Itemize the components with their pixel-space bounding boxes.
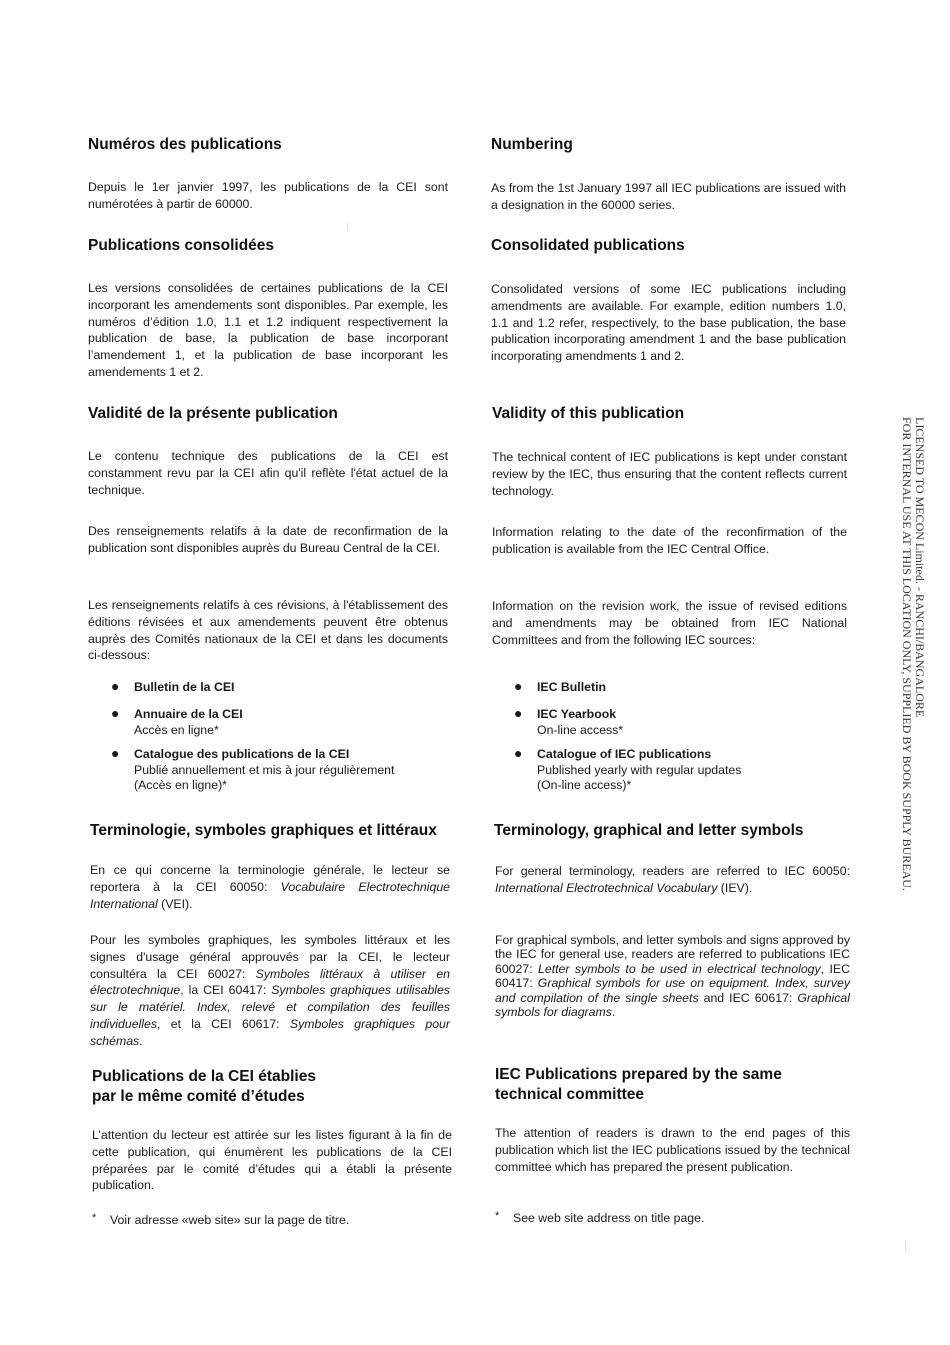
scan-mark [905,1240,906,1252]
en-terminology-heading: Terminology, graphical and letter symbols [494,822,804,839]
en-validity-p2: Information relating to the date of the reconfirmation of the publication is available from the IEC Central Office. [492,525,847,556]
bullet-line: (On-line access)* [537,778,632,792]
fr-validity-p1: Le contenu technique des publications de la CEI est constamment revu par la CEI afin qu'il reflète l'état actuel de la technique. [88,449,448,497]
bullet-icon: ● [111,705,120,721]
fr-committee-heading: Publications de la CEI établies par le même comité d’études [92,1068,316,1105]
bullet-line: Published yearly with regular updates [537,762,742,777]
fr-numbering-text: Depuis le 1er janvier 1997, les publications de la CEI sont numérotées à partir de 60000. [88,180,448,211]
bullet-title: Catalogue of IEC publications [537,747,712,761]
fr-numbering-heading: Numéros des publications [88,136,282,153]
fr-terminology-heading: Terminologie, symboles graphiques et littéraux [90,822,437,839]
en-consolidated-text: Consolidated versions of some IEC publications including amendments are available. For example, edition numbers 1.0, 1.1 and 1.2 refer, respectively, to the base publication, the base publication incorporating amendment 1 and the base publication incorporating amendments 1 and 2. [491,282,846,364]
fr-consolidated-heading: Publications consolidées [88,237,275,254]
en-committee-heading: IEC Publications prepared by the same technical committee [495,1066,782,1103]
en-consolidated-heading: Consolidated publications [491,237,685,254]
document-page: Numéros des publications Depuis le 1er janvier 1997, les publications de la CEI sont numérotées à partir de 60000. Publications consolidées Les versions consolidées de certaines publications de la CEI incorporant les amendements sont disponibles. Par exemple, les numéros d’édition 1.0, 1.1 et 1.2 indiquent respectivement la publication de base, la publication de base incorporant l’amendement 1, et la publication de base incorporant les amendements 1 et 2. Validité de la présente publication Le contenu technique des publications de la CEI est constamment revu par la CEI afin qu'il reflète l'état actuel de la technique. Des renseignements relatifs à la date de reconfirmation de la publication sont disponibles auprès du Bureau Central de la CEI. Les renseignements relatifs à ces révisions, à l'établissement des éditions révisées et aux amendements peuvent être obtenus auprès des Comités nationaux de la CEI et dans les documents ci-dessous: ● Bulletin de la CEI ● Annuaire de la CEI Accès en ligne* ● Catalogue des publications de la CEI Publié annuellement et mis à jour régulièrement (Accès en ligne)* Terminologie, symboles graphiques et littéraux En ce qui concerne la terminologie générale, le lecteur se reportera à la CEI 60050: Vocabulaire Electrotechnique International (VEI). Pour les symboles graphiques, les symboles littéraux et les signes d'usage général approuvés par la CEI, le lecteur consultéra la CEI 60027: Symboles littéraux à utiliser en électrotechnique, la CEI 60417: Symboles graphiques utilisables sur le matériel. Index, relevé et compilation des feuilles individuelles, et la CEI 60617: Symboles graphiques pour schémas. Publications de la CEI établies par le même comité d’études L’attention du lecteur est attirée sur les listes figurant à la fin de cette publication, qui énumèrent les publications de la CEI préparées par le comité d’études qui a établi la présente publication. * Voir adresse «web site» sur la page de titre. Numbering As from the 1st January 1997 all IEC publications are issued with a designation in the 60000 series. Consolidated publications Consolidated versions of some IEC publications including amendments are available. For example, edition numbers 1.0, 1.1 and 1.2 refer, respectively, to the base publication, the base publication incorporating amendment 1 and the base publication incorporating amendments 1 and 2. Validity of this publication The technical content of IEC publications is kept under constant review by the IEC, thus ensuring that the content reflects current technology. Information relating to the date of the reconfirmation of the publication is available from the IEC Central Office. Information on the revision work, the issue of revised editions and amendments may be obtained from IEC National Committees and from the following IEC sources: ● IEC Bulletin ● IEC Yearbook On-line access* ● Catalogue of IEC publications Published yearly with regular updates (On-line access)* Terminology, graphical and letter symbols For general terminology, readers are referred to IEC 60050: International Electrotechnical Vocabulary (IEV). For graphical symbols, and letter symbols and signs approved by the IEC for general use, readers are referred to publications IEC 60027: Letter symbols to be used in electrical technology, IEC 60417: Graphical symbols for use on equipment. Index, survey and compilation of the single sheets and IEC 60617: Graphical symbols for diagrams. IEC Publications prepared by the same technical committee The attention of readers is drawn to the end pages of this publication which list the IEC publications issued by the technical committee which has prepared the present publication. * See web site address on title page. LICENSED TO MECON Limited. - RANCHI/BANGALORE FOR INTERNAL USE AT THIS LOCATION ONLY, SUPPLIED BY BOOK SUPPLY BUREAU. [0,0,950,1345]
en-validity-p3: Information on the revision work, the issue of revised editions and amendments may be obtained from IEC National Committees and from the following IEC sources: [492,599,847,647]
fr-committee-text: L’attention du lecteur est attirée sur les listes figurant à la fin de cette publication, qui énumèrent les publications de la CEI préparées par le comité d’études qui a établi la présente publication. [92,1128,452,1193]
license-stamp: LICENSED TO MECON Limited. - RANCHI/BANGALORE FOR INTERNAL USE AT THIS LOCATION ONLY, SUPPLIED BY BOOK SUPPLY BUREAU. [900,417,927,891]
bullet-icon: ● [514,678,523,694]
en-terminology-p1: For general terminology, readers are referred to IEC 60050: International Electrotechnical Vocabulary (IEV). [495,864,850,895]
bullet-icon: ● [514,705,523,721]
en-committee-text: The attention of readers is drawn to the end pages of this publication which list the IEC publications issued by the technical committee which has prepared the present publication. [495,1126,850,1174]
bullet-icon: ● [111,678,120,694]
scan-mark [347,222,348,230]
fr-terminology-p2: Pour les symboles graphiques, les symboles littéraux et les signes d'usage général approuvés par la CEI, le lecteur consultéra la CEI 60027: Symboles littéraux à utiliser en électrotechnique, la CEI 60417: Symboles graphiques utilisables sur le matériel. Index, relevé et compilation des feuilles individuelles, et la CEI 60617: Symboles graphiques pour schémas. [90,933,451,1048]
bullet-icon: ● [111,745,120,761]
fr-validity-heading: Validité de la présente publication [88,405,338,422]
en-numbering-heading: Numbering [491,136,573,153]
en-numbering-text: As from the 1st January 1997 all IEC publications are issued with a designation in the 60000 series. [491,181,846,212]
bullet-title: IEC Bulletin [537,680,607,694]
fr-validity-p2: Des renseignements relatifs à la date de reconfirmation de la publication sont disponibles auprès du Bureau Central de la CEI. [88,524,448,555]
bullet-line: On-line access* [537,722,624,737]
bullet-title: Catalogue des publications de la CEI [134,747,350,761]
bullet-title: Annuaire de la CEI [134,707,243,721]
bullet-line: Accès en ligne* [134,722,219,737]
fr-validity-p3: Les renseignements relatifs à ces révisions, à l'établissement des éditions révisées et aux amendements peuvent être obtenus auprès des Comités nationaux de la CEI et dans les documents ci-dessous: [88,598,448,663]
bullet-title: IEC Yearbook [537,707,617,721]
bullet-line: Publié annuellement et mis à jour régulièrement [134,762,395,777]
en-terminology-p2: For graphical symbols, and letter symbols and signs approved by the IEC for general use, readers are referred to publications IEC 60027: Letter symbols to be used in electrical technology, IEC 60417: Graphical symbols for use on equipment. Index, survey and compilation of the single sheets and IEC 60617: Graphical symbols for diagrams. [495,933,851,1020]
en-validity-p1: The technical content of IEC publications is kept under constant review by the IEC, thus ensuring that the content reflects current technology. [492,450,847,498]
fr-consolidated-text: Les versions consolidées de certaines publications de la CEI incorporant les amendements sont disponibles. Par exemple, les numéros d’édition 1.0, 1.1 et 1.2 indiquent respectivement la publication de base, la publication de base incorporant l’amendement 1, et la publication de base incorporant les amendements 1 et 2. [88,281,448,379]
en-validity-heading: Validity of this publication [492,405,685,422]
bullet-icon: ● [514,745,523,761]
bullet-title: Bulletin de la CEI [134,680,235,694]
bullet-line: (Accès en ligne)* [134,778,227,792]
fr-terminology-p1: En ce qui concerne la terminologie générale, le lecteur se reportera à la CEI 60050: Vocabulaire Electrotechnique International (VEI). [90,863,450,911]
